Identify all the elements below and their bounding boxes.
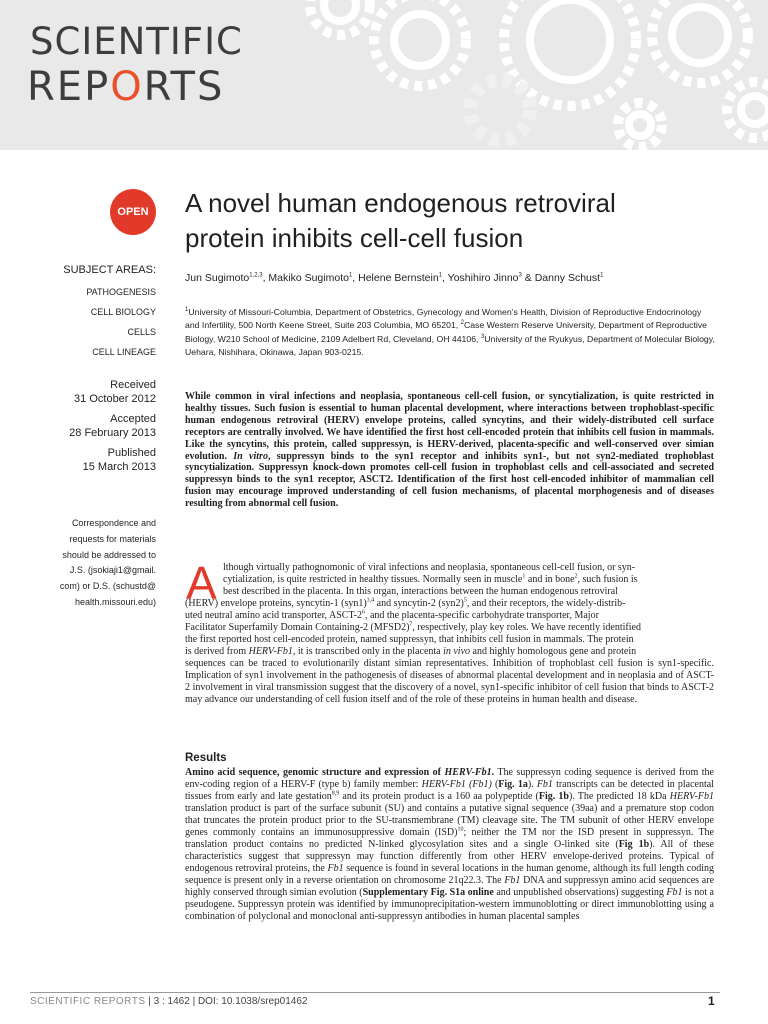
figure-link[interactable]: Fig 1b: [618, 839, 650, 850]
subject-areas-heading: SUBJECT AREAS:: [63, 264, 156, 276]
article-dates: [20, 379, 156, 475]
correspondence-note: Correspondence and requests for materials should be addressed to J.S. (jsokiaji1@gmail. com) or D.S. (schustd@ health.missouri.edu): [20, 516, 156, 611]
article-title: A novel human endogenous retroviral protein inhibits cell-cell fusion: [185, 188, 616, 253]
subject-item[interactable]: CELLS: [127, 327, 156, 337]
results-text: Amino acid sequence, genomic structure and expression of HERV-Fb1. The suppressyn coding sequence is derived from the env-coding region of a HERV-F (type b) family member: HERV-Fb1 (Fb1) (Fig. 1a). Fb1 transcripts can be detected in placental tissues from early and late gestation$^{8,9}$ and its protein product is a 160 aa polypeptide (Fig. 1b). The predicted 18 kDa HERV-Fb1 translation product is part of the surface subunit (SU) and contains a putative signal sequence (39aa) and a premature stop codon that truncates the protein product prior to the SU-transmembrane (TM) cleavage site. The TM subunit of other HERV envelope genes commonly contains an immunosuppressive domain (ISD)$^{10}$; neither the TM nor the ISD present in suppressyn. The translation product contains no predicted N-linked glycosylation sites and a single O-linked site (Fig 1b). All of these characteristics suggest that suppressyn may function differently from other HERV envelope-derived proteins. Typical of endogenous retroviral proteins, the Fb1 sequence is found in several locations in the human genome, although its full length coding sequence is present only in a reverse orientation on chromosome 21q22.3. The Fb1 DNA and suppressyn amino acid sequences are highly conserved through simian evolution (Supplementary Fig. S1a online and unpublished observations) suggesting Fb1 is not a pseudogene. Suppressyn protein was identified by immunoprecipitation-western immunoblotting or direct immunoblotting using a combination of polyclonal and monoclonal anti-suppressyn antibodies in human placental samples: [185, 767, 715, 922]
subject-item[interactable]: CELL LINEAGE: [92, 347, 156, 357]
author-list: Jun Sugimoto$^{1,2,3}$, Makiko Sugimoto$^1$, Helene Bernstein$^1$, Yoshihiro Jinno$^3$ & Danny Schust$^1$: [185, 272, 604, 284]
gears-decoration-icon: [300, 0, 768, 150]
abstract: While common in viral infections and neoplasia, spontaneous cell-cell fusion, or syncytialization, is quite restricted in healthy tissues. Such fusion is essential to human placental development, where interactions between trophoblast-specific human endogenous retroviral (HERV) envelope proteins, called syncytins, and their widely-distributed cell surface receptors are centrally involved. We have identified the first host cell-encoded protein that inhibits cell fusion in mammals. Like the syncytins, this protein, called suppressyn, is HERV-derived, placenta-specific and well-conserved over simian evolution. In vitro, suppressyn binds to the syn1 receptor and inhibits syn1-, but not syn2-mediated trophoblast syncytialization. Suppressyn knock-down promotes cell-cell fusion in trophoblast cells and cell-associated and secreted suppressyn binds to the syn1 receptor, ASCT2. Identification of the first host cell-encoded inhibitor of mammalian cell fusion may encourage improved understanding of cell fusion mechanisms, of placental morphogenesis and of diseases resulting from abnormal cell fusion.: [185, 391, 714, 510]
page-number: 1: [708, 994, 715, 1008]
email-link[interactable]: com) or D.S. (schustd@: [59, 581, 156, 592]
subject-areas-list: [20, 282, 156, 362]
published-label: Published: [107, 447, 156, 460]
accepted-date: 28 February 2013: [69, 426, 156, 439]
supplementary-link[interactable]: Supplementary Fig. S1a online: [362, 887, 494, 898]
affiliations: $^1$University of Missouri-Columbia, Department of Obstetrics, Gynecology and Women’s Health, Division of Reproductive Endocrinology and Infertility, 500 North Keene Street, Suite 203 Columbia, MO 65201, $^2$Case Western Reserve University, Department of Reproductive Biology, W210 School of Medicine, 2109 Adelbert Rd, Cleveland, OH 44106, $^3$University of the Ryukyus, Department of Molecular Biology, Uehara, Nishihara, Okinawa, Japan 903-0215.: [185, 307, 715, 357]
subject-item[interactable]: CELL BIOLOGY: [90, 307, 156, 317]
journal-header: [0, 0, 768, 150]
received-label: Received: [110, 379, 156, 391]
journal-logo-line1: SCIENTIFIC: [30, 20, 243, 63]
footer-divider: [30, 992, 720, 993]
figure-link[interactable]: Fig. 1a: [498, 779, 528, 790]
subject-item[interactable]: PATHOGENESIS: [86, 287, 156, 297]
results-heading: Results: [185, 752, 227, 764]
introduction-text: lthough virtually pathognomonic of viral infections and neoplasia, spontaneous cell-cell fusion, or syn- cytialization, is quite restricted in healthy tissues. Normally seen in muscle$^1$ and in bone$^2$, such fusion is best described in the placenta. In this organ, interactions between the human endogenous retroviral (HERV) envelope proteins, syncytin-1 $(syn1)^{3,4}$ and syncytin-2 $(syn2)^5$, and their receptors, the widely-distrib- uted neutral amino acid transporter, ASCT-$2^6$, and the placenta-specific carbohydrate transporter, Major Facilitator Superfamily Domain Containing-2 (MFSD2)$^7$, respectively, play key roles. We have recently identified the first reported host cell-encoded protein, named suppressyn, that inhibits cell fusion in mammals. The protein is derived from HERV-Fb1, it is transcribed only in the placenta in vivo and highly homologous gene and protein sequences can be traced to evolutionarily distant simian representatives. Inhibition of trophoblast cell fusion is syn1-specific. Implication of syn1 involvement in the pathogenesis of diseases of abnormal placental development and in neoplasia and of ASCT-2 involvement in viral transmission suggest that the discovery of a novel, syn1-specific inhibitor of cell fusion that binds to ASCT-2 may advance our understanding of cell fusion itself and of the role of these proteins in human health and disease.: [185, 562, 714, 705]
footer-citation: SCIENTIFIC REPORTS | 3 : 1462 | DOI: 10.1038/srep01462: [30, 996, 308, 1007]
email-link[interactable]: J.S. (jsokiaji1@gmail.: [69, 565, 156, 576]
open-access-badge: OPEN: [110, 189, 156, 235]
figure-link[interactable]: Fig. 1b: [538, 791, 569, 802]
received-date: 31 October 2012: [74, 392, 156, 405]
journal-logo-line2: REPORTS: [27, 64, 225, 110]
published-date: 15 March 2013: [82, 460, 156, 473]
accepted-label: Accepted: [110, 413, 156, 426]
drop-cap: A: [186, 557, 217, 609]
